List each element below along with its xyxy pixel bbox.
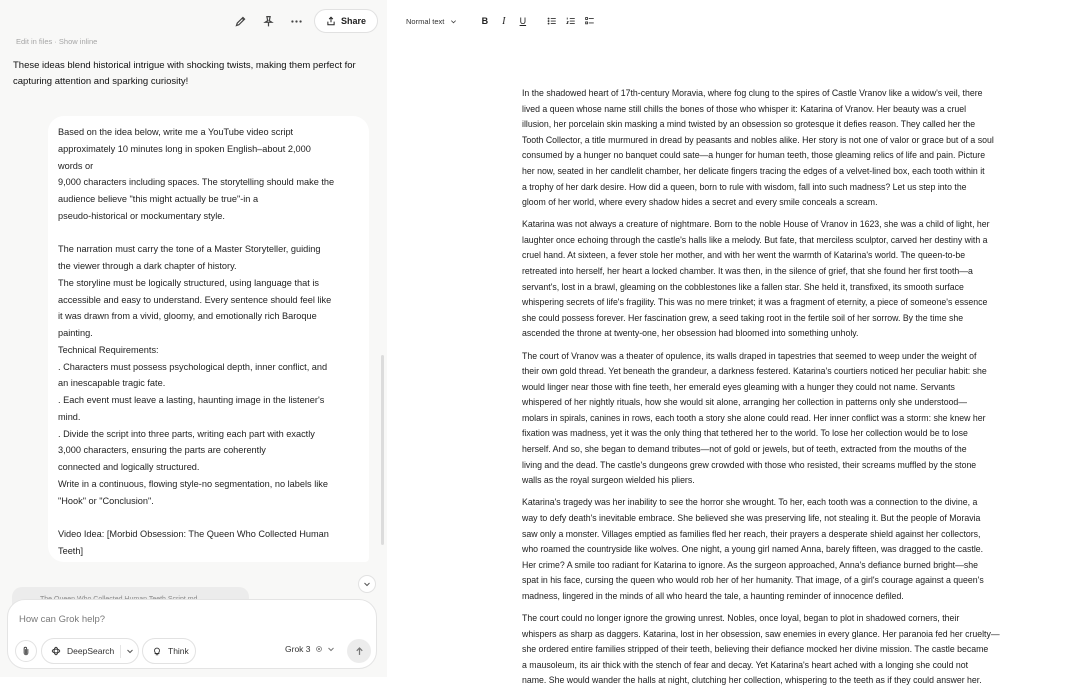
italic-button[interactable] [494, 13, 513, 29]
checklist-button[interactable] [580, 13, 599, 29]
deepsearch-button[interactable] [41, 638, 139, 664]
arrow-up-icon [354, 646, 365, 657]
document-line: madness, lingered in the minds of all who heard the tale, a haunting reminder of innocence defiled. [522, 590, 904, 601]
user-message-line: the viewer through a dark chapter of history. [58, 261, 237, 271]
document-paragraph [522, 86, 1059, 211]
user-message-line: pseudo-historical or mockumentary style. [58, 210, 225, 221]
user-message-line: Based on the idea below, write me a YouTube video script [58, 127, 294, 137]
document-line: she ordered entire families stripped of their teeth, believing their defiance mocked her divine mission. The castle became [522, 644, 989, 655]
user-message-line: . Characters must possess psychological depth, inner conflict, and [58, 361, 328, 372]
user-message-line: Technical Requirements: [58, 344, 159, 355]
numbered-list-icon [566, 16, 576, 26]
document-line: who roamed the countryside like wolves. One night, a young girl named Anna, barely fifteen, was dragged to the castle. [522, 544, 984, 555]
message-input[interactable]: How can Grok help? [19, 614, 106, 625]
think-label: Think [168, 646, 189, 656]
document-paragraph [522, 495, 1059, 604]
paperclip-icon [21, 646, 31, 656]
send-button[interactable] [347, 639, 371, 663]
user-message-line: connected and logically structured. [58, 462, 200, 472]
underline-button[interactable] [513, 13, 532, 29]
user-message-line: 3,000 characters, ensuring the parts are coherently [58, 445, 266, 456]
document-paragraph [522, 349, 1059, 489]
bullet-list-icon [547, 16, 557, 26]
chevron-down-icon [450, 18, 457, 25]
document-line: her now, seated in her candlelit chamber, her delicate fingers tracing the edges of a velvet-lined box, each tooth within it [522, 165, 985, 176]
bold-button[interactable] [475, 13, 494, 29]
user-message-line: Write in a continuous, flowing style-no segmentation, no labels like [58, 478, 328, 489]
user-message-line: approximately 10 minutes long in spoken English–about 2,000 [58, 143, 311, 154]
user-message-line: accessible and easy to understand. Every sentence should feel like [58, 294, 332, 305]
chat-toolbar [230, 9, 378, 33]
document-line: molars in spirals, canines in rows, each tooth a story she alone could read. Her inner conflict was a storm: she knew her [522, 412, 986, 423]
text-style-label: Normal text [406, 16, 445, 26]
chat-scrollbar[interactable] [381, 355, 384, 545]
user-message-line: it was drawn from a vivid, gloomy, and emotionally rich Baroque [58, 311, 317, 322]
numbered-list-button[interactable] [561, 13, 580, 29]
document-line: gloom of her world, where every shadow hides a secret and every smile conceals a scream. [522, 197, 878, 208]
share-icon [326, 16, 336, 26]
document-line: name. She would wander the halls at night, clutching her collection, whispering to the teeth as if they could answer her. [522, 675, 982, 686]
document-line: living and the dead. The castle's dungeons grew crowded with those who resisted, their screams muffled by the stone [522, 459, 977, 470]
assistant-message-text: These ideas blend historical intrigue with shocking twists, making them perfect for capturing attention and sparking curiosity! [13, 60, 356, 87]
document-line: whispers as sharp as daggers. Katarina, lost in her obsession, saw enemies in every glance. Her paranoia fed her cruelty— [522, 628, 1000, 639]
user-message-line: painting. [58, 328, 93, 338]
bold-label: B [481, 16, 489, 26]
user-message-line: . Divide the script into three parts, writing each part with exactly [58, 428, 315, 439]
user-message-line: Video Idea: [Morbid Obsession: The Queen Who Collected Human [58, 529, 329, 539]
user-message-line: Teeth] [58, 545, 84, 556]
chat-panel [0, 0, 387, 677]
checklist-icon [585, 16, 595, 26]
deepsearch-options-button[interactable] [126, 647, 134, 657]
document-paragraph [522, 611, 1059, 689]
document-line: way to defy death's inevitable embrace. She believed she was preserving life, not stealing it. But the people of Moravia [522, 512, 981, 523]
underline-label: U [519, 16, 527, 26]
edit-icon[interactable] [230, 10, 252, 32]
italic-label: I [502, 15, 506, 27]
document-line: Her crime? A smile too radiant for Katarina to ignore. As the surgeon approached, Anna's defiance burned bright—she [522, 559, 978, 570]
think-button[interactable] [142, 638, 196, 664]
document-panel [387, 0, 1080, 686]
format-toolbar [406, 13, 599, 29]
document-line: The court of Vranov was a theater of opulence, its walls draped in tapestries that seemed to weep under the weight of [522, 350, 977, 361]
document-line: servant's, lost in a brawl, gleaming on the cobblestones like a fallen star. She held it, transfixed, its smooth surface [522, 281, 964, 292]
document-line: spat in his face, cursing the queen who would rob her of her humanity. That image, of a girl's courage against a queen's [522, 575, 984, 586]
user-message-line: The storyline must be logically structured, using language that is [58, 277, 319, 288]
deepsearch-icon [51, 646, 61, 656]
user-message-line: audience believe "this might actually be true"-in a [58, 194, 259, 204]
document-line: Tooth Collector, a title murmured in dread by peasants and nobles alike. Her story is not one of valor or grace but of a soul [522, 134, 994, 145]
document-line: saw only a monster. Villages emptied as families fled her reach, their prayers a desperate shield against her collectors, [522, 528, 981, 539]
document-line: retreated into herself, her heart a locked chamber. It was then, in the silence of grief, that she found her first tooth—a [522, 266, 973, 277]
user-message-line: The narration must carry the tone of a Master Storyteller, guiding [58, 244, 321, 255]
document-paragraph [522, 217, 1059, 342]
scroll-to-bottom-button[interactable] [358, 575, 376, 593]
user-message-line: words or [58, 160, 94, 171]
document-line: lived a queen whose name still chills the bones of those who whisper it: Katarina of Vranov. Her beauty was a cruel [522, 103, 967, 114]
settings-icon [315, 645, 323, 653]
document-line: a trophy of her dark desire. How did a queen, born to rule with wisdom, fall into such madness? Let us step into the [522, 181, 967, 192]
text-style-dropdown[interactable] [406, 17, 457, 26]
document-line: In the shadowed heart of 17th-century Moravia, where fog clung to the spires of Castle Vranov like a widow's veil, there [522, 88, 983, 98]
deepsearch-label: DeepSearch [67, 646, 115, 656]
document-line: laughter once echoing through the castle's halls like a melody. But fate, that merciless sculptor, carved her destiny with a [522, 234, 988, 245]
user-message-line: 9,000 characters including spaces. The storytelling should make the [58, 177, 335, 188]
more-icon[interactable] [286, 10, 308, 32]
attach-button[interactable] [15, 640, 37, 662]
user-message-bubble [48, 116, 369, 562]
document-body[interactable] [522, 86, 1059, 695]
lightbulb-icon [152, 646, 162, 656]
document-line: illusion, her porcelain skin masking a mind twisted by an obsession so grotesque it defies reason. They called her the [522, 119, 976, 130]
chevron-down-icon [363, 580, 371, 588]
user-message-line [58, 509, 359, 526]
chevron-down-icon [126, 647, 134, 655]
deepsearch-divider [120, 645, 121, 658]
user-message-line: . Each event must leave a lasting, haunting image in the listener's [58, 395, 325, 405]
document-line: herself. And so, she began to demand tributes—not of gold or jewels, but of teeth, extracted from the mouths of the [522, 444, 967, 455]
user-message-line: "Hook" or "Conclusion". [58, 495, 154, 506]
document-line: Katarina was not always a creature of nightmare. Born to the noble House of Vranov in 1623, she was a child of light, her [522, 219, 990, 230]
document-line: The court could no longer ignore the growing unrest. Nobles, once loyal, began to plot in shadowed corners, their [522, 613, 960, 623]
document-line: their own gold thread. Yet beneath the grandeur, a darkness festered. Katarina's courtiers noticed her peculiar habit: she [522, 366, 987, 377]
document-line: Katarina's tragedy was her inability to see the horror she wrought. To her, each tooth was a connection to the divine, a [522, 497, 978, 508]
pin-icon[interactable] [258, 10, 280, 32]
user-message-line [58, 225, 359, 242]
bullet-list-button[interactable] [542, 13, 561, 29]
composer [7, 599, 377, 669]
model-label: Grok 3 [285, 644, 311, 654]
document-line: whispered of her nightly rituals, how she would sit alone, arranging her collection in patterns only she understood— [522, 397, 968, 408]
user-message-line: an inescapable tragic fate. [58, 378, 166, 389]
document-line: would linger near those with fine teeth, her emerald eyes gleaming with a hunger they could not name. Servants [522, 381, 955, 392]
user-message-line: mind. [58, 411, 81, 422]
document-line: whispering secrets of life's fragility. This was no mere trinket; it was a fragment of eternity, a piece of someone's essence [522, 297, 988, 308]
document-line: a mausoleum, its air thick with the stench of fear and decay. Yet Katarina's heart ached with a longing she could not [522, 659, 969, 670]
model-selector[interactable] [285, 644, 335, 654]
edit-in-files-link[interactable]: Edit in files · Show inline [16, 37, 98, 46]
share-label: Share [340, 16, 366, 26]
document-line: fixation was madness, yet it was the only thing that tethered her to the world. To lose her collection would be to lose [522, 428, 968, 439]
document-line: consumed by a hunger no banquet could sate—a hunger for human teeth, those gleaming relics of life and pain. Picture [522, 150, 986, 161]
document-line: ascended the throne at twenty-one, her obsession had bloomed into something unholy. [522, 328, 859, 339]
share-button[interactable] [314, 9, 378, 33]
document-line: walls as the royal surgeon wielded his pliers. [522, 475, 695, 486]
document-line: cruel hand. At sixteen, a fever stole her mother, and with her went the warmth of Katarina's world. The queen-to-be [522, 250, 966, 261]
chevron-down-icon [327, 645, 335, 653]
document-line: she could possess forever. Her fascination grew, a seed taking root in the fertile soil of her sorrow. By the time she [522, 312, 964, 323]
